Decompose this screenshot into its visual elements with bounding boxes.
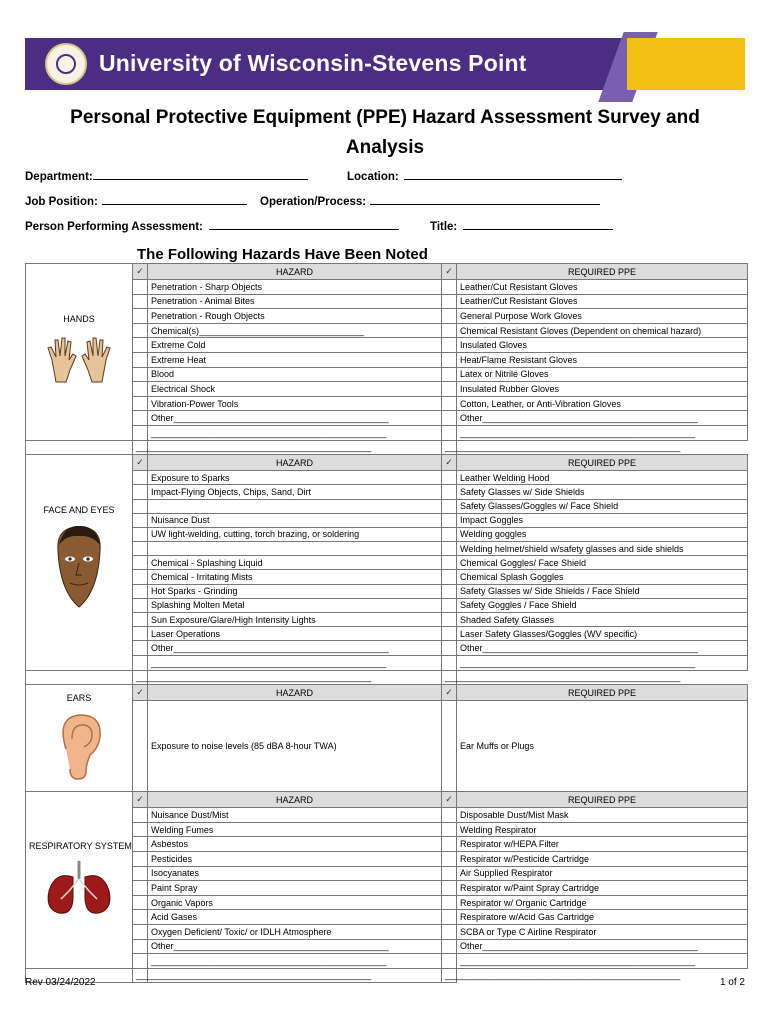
hazard-item: Penetration - Sharp Objects [148, 280, 442, 295]
hazard-item: _______________________________________________ [133, 968, 148, 983]
hazard-checkbox[interactable] [133, 939, 148, 954]
ppe-item: Welding Respirator [457, 822, 748, 837]
hazard-item: _______________________________________________ [148, 954, 442, 969]
table-row [26, 556, 748, 570]
ppe-item: Insulated Gloves [457, 338, 748, 353]
ppe-item: Welding goggles [457, 527, 748, 541]
hazard-item: Vibration-Power Tools [148, 396, 442, 411]
category-cell [26, 792, 133, 969]
ppe-checkbox[interactable] [442, 309, 457, 324]
hazard-checkbox[interactable] [26, 670, 133, 685]
ppe-checkbox[interactable] [442, 352, 457, 367]
table-row [26, 367, 748, 382]
ppe-item: Respirator w/ Organic Cartridge [457, 895, 748, 910]
university-name: University of Wisconsin-Stevens Point [99, 50, 527, 76]
ppe-item: Safety Glasses/Goggles w/ Face Shield [457, 499, 748, 513]
hazard-item: Acid Gases [148, 910, 442, 925]
hazard-checkbox[interactable] [133, 294, 148, 309]
ppe-item: Chemical Goggles/ Face Shield [457, 556, 748, 570]
ppe-check-column[interactable]: ✓ [442, 264, 457, 280]
section-header-row [26, 264, 748, 280]
ppe-checkbox[interactable] [442, 701, 457, 792]
department-field[interactable]: Department: [25, 169, 308, 183]
ppe-item: Respirator w/HEPA Filter [457, 837, 748, 852]
ppe-checkbox[interactable] [442, 396, 457, 411]
hazard-checkbox[interactable] [133, 584, 148, 598]
hazard-item: Asbestos [148, 837, 442, 852]
hazard-item [148, 542, 442, 556]
ppe-item: Laser Safety Glasses/Goggles (WV specific) [457, 627, 748, 641]
category-cell [26, 685, 133, 792]
hazard-checkbox[interactable] [133, 924, 148, 939]
ppe-checkbox[interactable] [442, 939, 457, 954]
ppe-item: Latex or Nitrile Gloves [457, 367, 748, 382]
ppe-item: _______________________________________________ [457, 655, 748, 670]
hazard-item: Pesticides [148, 851, 442, 866]
ppe-checkbox[interactable] [442, 598, 457, 612]
ppe-checkbox[interactable] [442, 411, 457, 426]
hazard-item: Organic Vapors [148, 895, 442, 910]
ppe-checkbox[interactable] [442, 866, 457, 881]
hazard-item: Laser Operations [148, 627, 442, 641]
table-row [26, 670, 748, 685]
ppe-item: Respirator w/Pesticide Cartridge [457, 851, 748, 866]
ppe-item: Shaded Safety Glasses [457, 613, 748, 627]
table-row [26, 440, 748, 455]
ppe-checkbox[interactable] [442, 513, 457, 527]
hazard-checkbox[interactable] [133, 701, 148, 792]
hazard-checkbox[interactable] [133, 280, 148, 295]
location-field[interactable]: Location: [347, 169, 622, 183]
hazard-checkbox[interactable] [133, 570, 148, 584]
hazard-checkbox[interactable] [133, 954, 148, 969]
ppe-item: _______________________________________________ [457, 425, 748, 440]
job-position-field[interactable]: Job Position: [25, 194, 247, 208]
hazard-item: Sun Exposure/Glare/High Intensity Lights [148, 613, 442, 627]
table-row [26, 411, 748, 426]
hazard-item: Nuisance Dust [148, 513, 442, 527]
category-cell [26, 455, 133, 670]
hazard-item: Oxygen Deficient/ Toxic/ or IDLH Atmosphere [148, 924, 442, 939]
hazard-item: Chemical - Splashing Liquid [148, 556, 442, 570]
hazard-checkbox[interactable] [133, 655, 148, 670]
ppe-column-header: REQUIRED PPE [457, 685, 748, 701]
ppe-item: Leather Welding Hood [457, 471, 748, 485]
table-row [26, 338, 748, 353]
hands-icon [29, 330, 129, 390]
section-header-row [26, 792, 748, 808]
hazard-checkbox[interactable] [133, 627, 148, 641]
ppe-item: Disposable Dust/Mist Mask [457, 808, 748, 823]
hazard-column-header: HAZARD [148, 455, 442, 471]
ppe-checkbox[interactable] [442, 542, 457, 556]
hazard-item: Electrical Shock [148, 382, 442, 397]
hazard-check-column[interactable]: ✓ [133, 685, 148, 701]
hazard-checkbox[interactable] [133, 822, 148, 837]
hazard-item: Exposure to Sparks [148, 471, 442, 485]
title-field[interactable]: Title: [430, 219, 613, 233]
hazard-item: Other___________________________________________ [148, 939, 442, 954]
hazard-checkbox[interactable] [133, 641, 148, 656]
table-row [26, 613, 748, 627]
hazard-checkbox[interactable] [133, 881, 148, 896]
ppe-checkbox[interactable] [442, 924, 457, 939]
table-row [26, 822, 748, 837]
hazard-item: Welding Fumes [148, 822, 442, 837]
ppe-item: Heat/Flame Resistant Gloves [457, 352, 748, 367]
hazard-column-header: HAZARD [148, 685, 442, 701]
ppe-checkbox[interactable] [442, 382, 457, 397]
hazard-item: Chemical - Irritating Mists [148, 570, 442, 584]
table-row [26, 527, 748, 541]
ppe-checkbox[interactable] [442, 895, 457, 910]
hazard-item: Nuisance Dust/Mist [148, 808, 442, 823]
section-header-row [26, 455, 748, 471]
ppe-item: Insulated Rubber Gloves [457, 382, 748, 397]
table-row [26, 954, 748, 969]
table-row [26, 471, 748, 485]
table-row [26, 851, 748, 866]
hazard-checkbox[interactable] [133, 309, 148, 324]
hazard-checkbox[interactable] [133, 485, 148, 499]
ppe-checkbox[interactable] [442, 485, 457, 499]
hazard-checkbox[interactable] [133, 895, 148, 910]
hazard-checkbox[interactable] [133, 411, 148, 426]
ppe-item: SCBA or Type C Airline Respirator [457, 924, 748, 939]
hazard-checkbox[interactable] [133, 851, 148, 866]
hazard-item: Splashing Molten Metal [148, 598, 442, 612]
table-row [26, 641, 748, 656]
hazard-checkbox[interactable] [133, 513, 148, 527]
table-row [26, 485, 748, 499]
university-banner [25, 38, 745, 90]
table-row [26, 425, 748, 440]
ppe-checkbox[interactable] [442, 641, 457, 656]
person-performing-field[interactable]: Person Performing Assessment: [25, 219, 399, 233]
ppe-checkbox[interactable] [442, 556, 457, 570]
ppe-item: _______________________________________________ [442, 670, 457, 685]
table-row [26, 808, 748, 823]
ppe-checkbox[interactable] [442, 954, 457, 969]
hazard-checkbox[interactable] [133, 425, 148, 440]
hazard-item: Penetration - Animal Bites [148, 294, 442, 309]
ppe-checkbox[interactable] [442, 822, 457, 837]
ppe-item: Other___________________________________________ [457, 939, 748, 954]
hazard-item: Other___________________________________________ [148, 411, 442, 426]
hazard-item: Hot Sparks - Grinding [148, 584, 442, 598]
table-row [26, 598, 748, 612]
ppe-item: General Purpose Work Gloves [457, 309, 748, 324]
hazard-item: Penetration - Rough Objects [148, 309, 442, 324]
hazard-checkbox[interactable] [133, 323, 148, 338]
hazard-item: Paint Spray [148, 881, 442, 896]
hazard-checkbox[interactable] [133, 808, 148, 823]
table-row [26, 701, 748, 792]
hazard-item: Extreme Cold [148, 338, 442, 353]
ppe-item: Safety Glasses w/ Side Shields [457, 485, 748, 499]
table-row [26, 309, 748, 324]
hazard-check-column[interactable]: ✓ [133, 792, 148, 808]
table-row [26, 382, 748, 397]
document-title: Personal Protective Equipment (PPE) Hazard Assessment Survey and Analysis [70, 107, 700, 158]
table-row [26, 924, 748, 939]
table-row [26, 939, 748, 954]
category-label: RESPIRATORY SYSTEM [29, 840, 132, 851]
operation-process-field[interactable]: Operation/Process: [260, 194, 600, 208]
hazard-checkbox[interactable] [133, 598, 148, 612]
ppe-item: Safety Glasses w/ Side Shields / Face Shield [457, 584, 748, 598]
ppe-checkbox[interactable] [442, 367, 457, 382]
ppe-checkbox[interactable] [442, 613, 457, 627]
ppe-checkbox[interactable] [442, 280, 457, 295]
ppe-checkbox[interactable] [442, 910, 457, 925]
page-number: 1 of 2 [719, 977, 745, 988]
category-label: HANDS [63, 313, 95, 324]
hazard-checkbox[interactable] [133, 527, 148, 541]
ppe-checkbox[interactable] [442, 655, 457, 670]
ppe-item: Respirator w/Paint Spray Cartridge [457, 881, 748, 896]
table-row [26, 513, 748, 527]
ppe-checkbox[interactable] [442, 425, 457, 440]
hazard-checkbox[interactable] [133, 542, 148, 556]
ppe-item: Chemical Splash Goggles [457, 570, 748, 584]
hazard-checkbox[interactable] [133, 367, 148, 382]
hazard-item: Exposure to noise levels (85 dBA 8-hour TWA) [148, 701, 442, 792]
revision-date: Rev 03/24/2022 [25, 977, 96, 988]
ppe-column-header: REQUIRED PPE [457, 792, 748, 808]
ppe-item: _______________________________________________ [442, 968, 457, 983]
hazard-check-column[interactable]: ✓ [133, 455, 148, 471]
face-icon [29, 521, 129, 619]
ppe-check-column[interactable]: ✓ [442, 685, 457, 701]
ppe-checkbox[interactable] [442, 881, 457, 896]
university-seal-icon [45, 43, 87, 85]
category-cell [26, 264, 133, 441]
hazard-item: Isocyanates [148, 866, 442, 881]
lungs-icon [29, 857, 129, 919]
ppe-item: Other___________________________________________ [457, 641, 748, 656]
ppe-checkbox[interactable] [442, 294, 457, 309]
hazard-checkbox[interactable] [133, 382, 148, 397]
ppe-item: Chemical Resistant Gloves (Dependent on chemical hazard) [457, 323, 748, 338]
table-row [26, 968, 748, 983]
ppe-column-header: REQUIRED PPE [457, 455, 748, 471]
ppe-item: _______________________________________________ [442, 440, 457, 455]
ppe-checkbox[interactable] [442, 471, 457, 485]
table-row [26, 280, 748, 295]
table-row [26, 570, 748, 584]
ear-icon [29, 709, 129, 783]
hazard-item: Other___________________________________________ [148, 641, 442, 656]
ppe-checkbox[interactable] [442, 323, 457, 338]
table-row [26, 294, 748, 309]
hazard-checkbox[interactable] [133, 396, 148, 411]
hazard-check-column[interactable]: ✓ [133, 264, 148, 280]
table-row [26, 323, 748, 338]
ppe-item: Other___________________________________________ [457, 411, 748, 426]
ppe-item: Welding helmet/shield w/safety glasses and side shields [457, 542, 748, 556]
ppe-item: Cotton, Leather, or Anti-Vibration Gloves [457, 396, 748, 411]
hazard-item: UW light-welding, cutting, torch brazing, or soldering [148, 527, 442, 541]
hazard-checkbox[interactable] [133, 910, 148, 925]
table-row [26, 837, 748, 852]
hazard-checkbox[interactable] [26, 440, 133, 455]
table-row [26, 910, 748, 925]
table-row [26, 895, 748, 910]
ppe-checkbox[interactable] [442, 584, 457, 598]
category-label: FACE AND EYES [43, 505, 115, 516]
table-row [26, 584, 748, 598]
category-label: EARS [66, 693, 92, 704]
ppe-item: Safety Goggles / Face Shield [457, 598, 748, 612]
table-row [26, 542, 748, 556]
ppe-item: Air Supplied Respirator [457, 866, 748, 881]
table-row [26, 627, 748, 641]
ppe-item: Leather/Cut Resistant Gloves [457, 280, 748, 295]
hazard-checkbox[interactable] [133, 866, 148, 881]
table-row [26, 499, 748, 513]
hazard-item: _______________________________________________ [148, 655, 442, 670]
ppe-item: Leather/Cut Resistant Gloves [457, 294, 748, 309]
ppe-checkbox[interactable] [442, 837, 457, 852]
hazard-item: Impact-Flying Objects, Chips, Sand, Dirt [148, 485, 442, 499]
hazard-checkbox[interactable] [133, 837, 148, 852]
table-row [26, 866, 748, 881]
hazard-column-header: HAZARD [148, 264, 442, 280]
hazard-item: Blood [148, 367, 442, 382]
hazard-checkbox[interactable] [133, 556, 148, 570]
table-row [26, 881, 748, 896]
table-row [26, 352, 748, 367]
section-header-row [26, 685, 748, 701]
hazard-checkbox[interactable] [133, 471, 148, 485]
hazard-checkbox[interactable] [133, 613, 148, 627]
ppe-checkbox[interactable] [442, 570, 457, 584]
ppe-item: Ear Muffs or Plugs [457, 701, 748, 792]
ppe-checkbox[interactable] [442, 627, 457, 641]
hazard-item: Chemical(s)_________________________________ [148, 323, 442, 338]
ppe-checkbox[interactable] [442, 499, 457, 513]
hazard-item: _______________________________________________ [148, 425, 442, 440]
hazard-item: _______________________________________________ [133, 670, 148, 685]
hazard-checkbox[interactable] [133, 499, 148, 513]
ppe-checkbox[interactable] [442, 527, 457, 541]
ppe-item: Impact Goggles [457, 513, 748, 527]
hazard-item: Extreme Heat [148, 352, 442, 367]
hazard-item: _______________________________________________ [133, 440, 148, 455]
table-row [26, 655, 748, 670]
table-row [26, 396, 748, 411]
hazard-checkbox[interactable] [133, 352, 148, 367]
section-heading: The Following Hazards Have Been Noted [137, 246, 428, 263]
ppe-column-header: REQUIRED PPE [457, 264, 748, 280]
ppe-checkbox[interactable] [442, 851, 457, 866]
ppe-checkbox[interactable] [442, 338, 457, 353]
ppe-item: _______________________________________________ [457, 954, 748, 969]
ppe-item: Respiratore w/Acid Gas Cartridge [457, 910, 748, 925]
hazard-table [25, 263, 748, 983]
ppe-checkbox[interactable] [442, 808, 457, 823]
hazard-column-header: HAZARD [148, 792, 442, 808]
ppe-check-column[interactable]: ✓ [442, 455, 457, 471]
hazard-checkbox[interactable] [133, 338, 148, 353]
ppe-check-column[interactable]: ✓ [442, 792, 457, 808]
hazard-item [148, 499, 442, 513]
